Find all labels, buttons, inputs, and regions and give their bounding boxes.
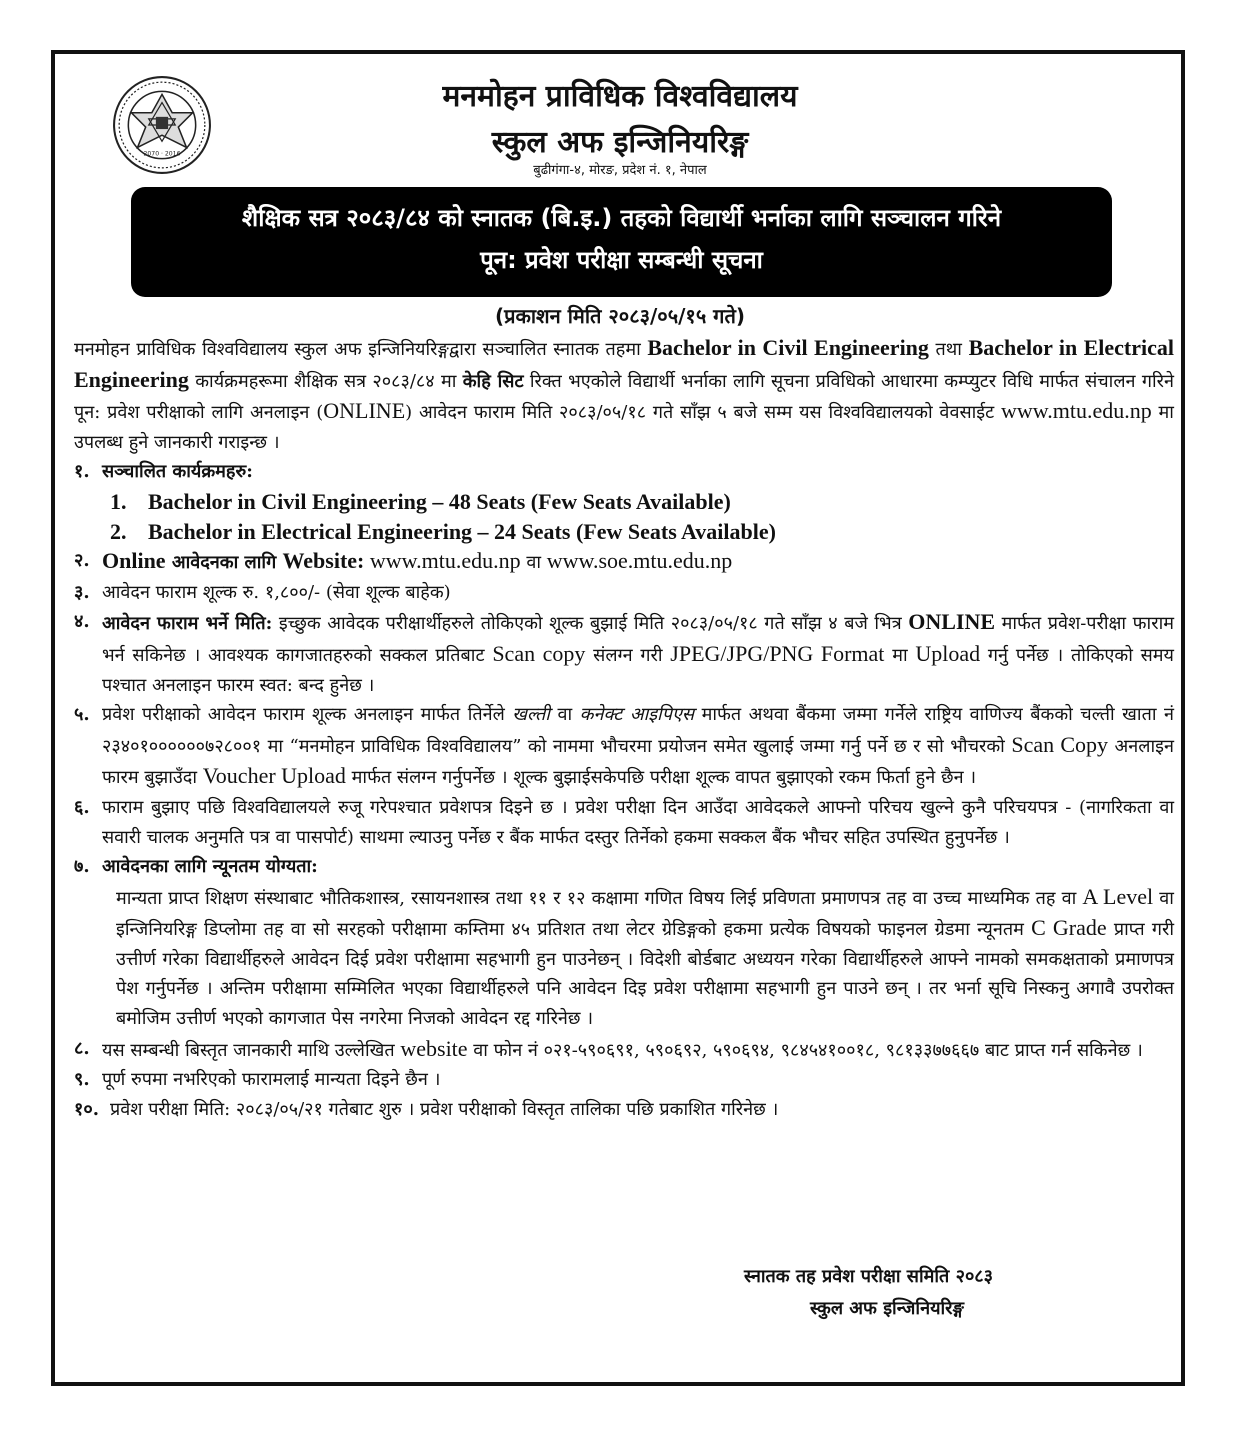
website-link-2[interactable]: www.soe.mtu.edu.np xyxy=(546,548,733,574)
item-1: १. सञ्चालित कार्यक्रमहरु: xyxy=(74,461,253,483)
program-1: 1. Bachelor in Civil Engineering – 48 Seats (Few Seats Available) xyxy=(110,488,731,514)
eligibility-paragraph: मान्यता प्राप्त शिक्षण संस्थाबाट भौतिकशास्त्र, रसायनशास्त्र तथा ११ र १२ कक्षामा गणित विषय लिई प्रविणता प्रमाणपत्र तह वा उच्च माध्यमिक तह वा A Level वा इन्जिनियरिङ्ग डिप्लोमा तह वा सो सरहको परीक्षामा कम्तिमा ४५ प्रतिशत तथा लेटर ग्रेडिङ्गको हकमा प्रत्येक विषयको फाइनल ग्रेडमा न्यूनतम C Grade प्राप्त गरी उत्तीर्ण गरेका विद्यार्थीहरुले आवेदन दिई प्रवेश परीक्षामा सहभागी हुन पाउनेछन् । विदेशी बोर्डबाट अध्ययन गरेका विद्यार्थीहरुले आफ्ने नामको समकक्षताको प्रमाणपत्र पेश गर्नुपर्नेछ । अन्तिम परीक्षामा सम्मिलित भएका विद्यार्थीहरुले पनि आवेदन दिइ प्रवेश परीक्षामा सहभागी हुन पाउने छन् । तर भर्ना सूचि निस्कनु अगावै उपरोक्त बमोजिम उत्तीर्ण भएको कागजात पेस नगरेमा निजको आवेदन रद्द गरिनेछ । xyxy=(116,883,1174,1030)
notice-body xyxy=(74,333,1174,1124)
some-seats: केहि सिट xyxy=(462,370,524,392)
electrical-program: Bachelor in Electrical Engineering xyxy=(74,335,1174,392)
banner-line-2: पून: प्रवेश परीक्षा सम्बन्धी सूचना xyxy=(480,246,763,274)
university-name: मनमोहन प्राविधिक विश्वविद्यालय xyxy=(442,79,798,114)
banner-line-1: शैक्षिक सत्र २०८३/८४ को स्नातक (बि.इ.) तहको विद्यार्थी भर्नाका लागि सञ्चालन गरिने xyxy=(241,204,1002,232)
publish-date: (प्रकाशन मिति २०८३/०५/१५ गते) xyxy=(495,304,745,328)
seal-years: 2070 · 2016 xyxy=(143,150,181,158)
university-seal-logo xyxy=(111,74,213,176)
address: बुढीगंगा-४, मोरङ, प्रदेश नं. १, नेपाल xyxy=(533,163,707,178)
item-2: २. Online आवेदनका लागि Website: www.mtu.edu.np वा www.soe.mtu.edu.np xyxy=(74,548,733,574)
item-7: ७. आवेदनका लागि न्यूनतम योग्यता: xyxy=(74,856,318,878)
signature-school: स्कुल अफ इन्जिनियरिङ्ग xyxy=(810,1298,964,1319)
item-10: १०. प्रवेश परीक्षा मिति: २०८३/०५/२१ गतेबाट शुरु । प्रवेश परीक्षाको विस्तृत तालिका पछि प्रकाशित गरिनेछ । xyxy=(74,1098,779,1120)
program-2: 2. Bachelor in Electrical Engineering – 24 Seats (Few Seats Available) xyxy=(110,518,776,544)
item-5: ५. प्रवेश परीक्षाको आवेदन फाराम शूल्क अनलाइन मार्फत तिर्नेले खल्ती वा कनेक्ट आइपिएस मार्फत अथवा बैंकमा जम्मा गर्नेले राष्ट्रिय वाणिज्य बैंकको चल्ती खाता नं २३४०१००००००७२८००१ मा “मनमोहन प्राविधिक विश्वविद्यालय” को नाममा भौचरमा प्रयोजन समेत खुलाई जम्मा गर्नु पर्ने छ र सो भौचरको Scan Copy अनलाइन फारम बुझाउँदा Voucher Upload मार्फत संलग्न गर्नुपर्नेछ । शूल्क बुझाईसकेपछि परीक्षा शूल्क वापत बुझाएको रकम फिर्ता हुने छैन । xyxy=(74,704,1174,789)
school-name: स्कुल अफ इन्जिनियरिङ्ग xyxy=(491,125,749,160)
website-link-1[interactable]: www.mtu.edu.np xyxy=(364,548,521,574)
civil-program: Bachelor in Civil Engineering xyxy=(647,335,929,360)
item-3: ३. आवेदन फाराम शूल्क रु. १,८००/- (सेवा शूल्क बाहेक) xyxy=(74,581,451,603)
item-6: ६. फाराम बुझाए पछि विश्वविद्यालयले रुजू गरेपश्चात प्रवेशपत्र दिइने छ । प्रवेश परीक्षा दिन आउँदा आवेदकले आफ्नो परिचय खुल्ने कुनै परिचयपत्र - (नागरिकता वा सवारी चालक अनुमति पत्र वा पासपोर्ट) साथमा ल्याउनु पर्नेछ र बैंक मार्फत दस्तुर तिर्नेको हकमा सक्कल बैंक भौचर सहित उपस्थित हुनुपर्नेछ । xyxy=(74,796,1174,848)
signature-committee: स्नातक तह प्रवेश परीक्षा समिति २०८३ xyxy=(744,1266,994,1287)
item-8: ८. यस सम्बन्धी बिस्तृत जानकारी माथि उल्लेखित website वा फोन नं ०२१-५९०६९१, ५९०६९२, ५९०६९४, ९८४५४१००१८, ९८१३३७७६६७ बाट प्राप्त गर्न सकिनेछ । xyxy=(74,1035,1143,1061)
item-9: ९. पूर्ण रुपमा नभरिएको फारामलाई मान्यता दिइने छैन । xyxy=(74,1069,441,1091)
item-4: ४. आवेदन फाराम भर्ने मिति: इच्छुक आवेदक परीक्षार्थीहरुले तोकिएको शूल्क बुझाई मिति २०८३/०५/१८ गते साँझ ४ बजे भित्र ONLINE मार्फत प्रवेश-परीक्षा फाराम भर्न सकिनेछ । आवश्यक कागजातहरुको सक्कल प्रतिबाट Scan copy संलग्न गरी JPEG/JPG/PNG Format मा Upload गर्नु पर्नेछ । तोकिएको समय पश्चात अनलाइन फारम स्वत: बन्द हुनेछ । xyxy=(74,609,1174,696)
website-link[interactable]: www.mtu.edu.np xyxy=(1001,398,1152,424)
intro-paragraph: मनमोहन प्राविधिक विश्वविद्यालय स्कुल अफ इन्जिनियरिङ्गद्वारा सञ्चालित स्नातक तहमा Bachelor in Civil Engineering तथा Bachelor in Electrical Engineering कार्यक्रमहरूमा शैक्षिक सत्र २०८३/८४ मा केहि सिट रिक्त भएकोले विद्यार्थी भर्नाका लागि सूचना प्रविधिको आधारमा कम्प्युटर विधि मार्फत संचालन गरिने पून: प्रवेश परीक्षाको लागि अनलाइन (ONLINE) आवेदन फाराम मिति २०८३/०५/१८ गते साँझ ५ बजे सम्म यस विश्वविद्यालयको वेवसाईट www.mtu.edu.np मा उपलब्ध हुने जानकारी गराइन्छ । xyxy=(74,335,1175,453)
notice-title-banner xyxy=(131,187,1112,297)
